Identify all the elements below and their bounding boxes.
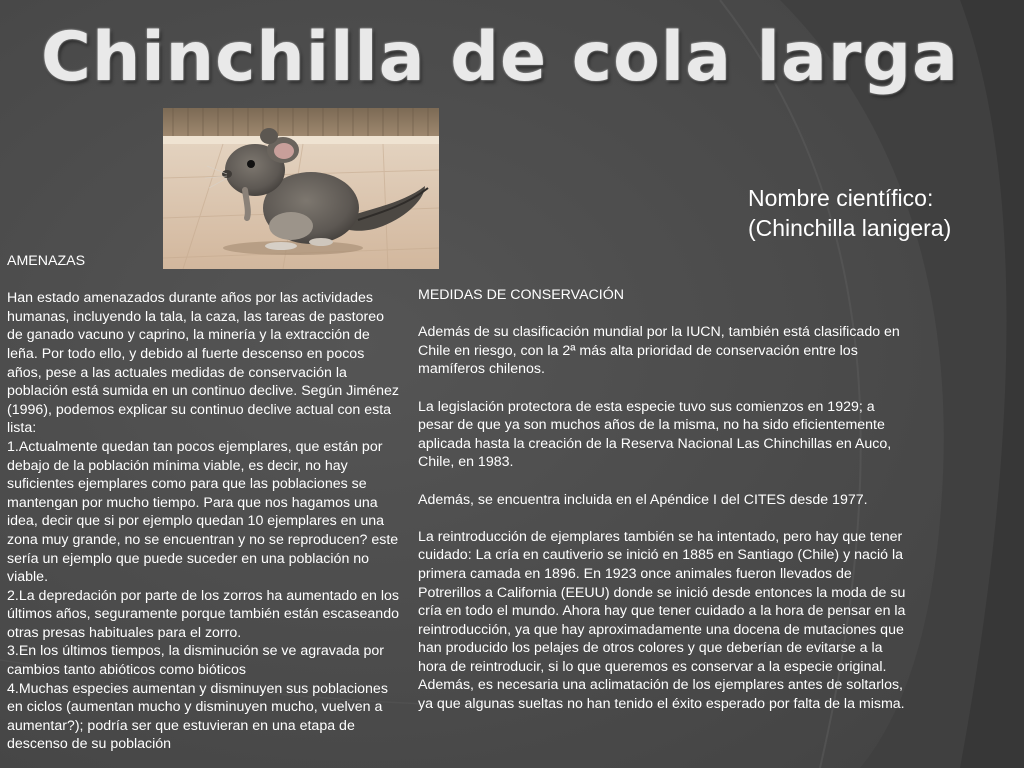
threats-item-3: 3.En los últimos tiempos, la disminución se ve agravada por cambios tanto abióticos como bióticos bbox=[7, 643, 384, 679]
conservation-paragraph-3: Además, se encuentra incluida en el Apéndice I del CITES desde 1977. bbox=[418, 491, 868, 508]
conservation-paragraph-4: La reintroducción de ejemplares también se ha intentado, pero hay que tener cuidado: La cría en cautiverio se inició en 1885 en Santiago (Chile) y nació la primera camada en 1896. En 1923 once animales fueron llevados de Potrerillos a California (EEUU) donde se inició desde entonces la moda de su cría en todo el mundo. Ahora hay que tener cuidado a la hora de pensar en la reintroducción, ya que hay aproximadamente una docena de mutaciones que han producido los pelajes de otros colores y que deberían de evitarse a la hora de reintroducir, si lo que queremos es conservar a la especie original. Además, es necesaria una aclimatación de los ejemplares antes de soltarlos, ya que algunas sueltas no han tenido el éxito esperado por falta de la misma. bbox=[418, 528, 906, 713]
threats-item-2: 2.La depredación por parte de los zorros ha aumentado en los últimos años, seguramente porque también están escaseando otras presas habituales para el zorro. bbox=[7, 587, 399, 641]
scientific-name-label: Nombre científico: bbox=[748, 185, 934, 211]
scientific-name-block bbox=[748, 183, 1018, 243]
threats-item-1: 1.Actualmente quedan tan pocos ejemplares, que están por debajo de la población mínima viable, es decir, no hay suficientes ejemplares como para que las poblaciones se mantengan por mucho tiempo. Para que nos hagamos una idea, decir que si por ejemplo quedan 10 ejemplares en una zona muy grande, no se encuentran y no se reproducen? este sería un ejemplo que puede suceder en una población no viable. bbox=[7, 438, 399, 586]
threats-section bbox=[7, 252, 399, 754]
conservation-section bbox=[418, 286, 914, 732]
conservation-paragraph-2: La legislación protectora de esta especie tuvo sus comienzos en 1929; a pesar de que ya son muchos años de la misma, no ha sido eficientemente aplicada hasta la creación de la Reserva Nacional Las Chinchillas en Auco, Chile, en 1983. bbox=[418, 398, 892, 471]
threats-item-4: 4.Muchas especies aumentan y disminuyen sus poblaciones en ciclos (aumentan mucho y disminuyen mucho, vuelven a aumentar?); podría ser que estuvieran en una etapa de descenso de su población bbox=[7, 680, 388, 753]
conservation-heading: MEDIDAS DE CONSERVACIÓN bbox=[418, 287, 625, 303]
scientific-name-value: (Chinchilla lanigera) bbox=[748, 215, 952, 241]
chinchilla-photo bbox=[163, 108, 439, 269]
slide-title: Chinchilla de cola larga bbox=[41, 18, 959, 97]
threats-heading: AMENAZAS bbox=[7, 253, 86, 269]
threats-intro: Han estado amenazados durante años por las actividades humanas, incluyendo la tala, la caza, las tareas de pastoreo de ganado vacuno y caprino, la minería y la extracción de leña. Por todo ello, y debido al fuerte descenso en pocos años, pese a las actuales medidas de conservación la población está sumida en un continuo declive. Según Jiménez (1996), podemos explicar su continuo declive actual con esta lista: bbox=[7, 290, 399, 437]
conservation-paragraph-1: Además de su clasificación mundial por la IUCN, también está clasificado en Chile en riesgo, con la 2ª más alta prioridad de conservación entre los mamíferos chilenos. bbox=[418, 324, 900, 378]
